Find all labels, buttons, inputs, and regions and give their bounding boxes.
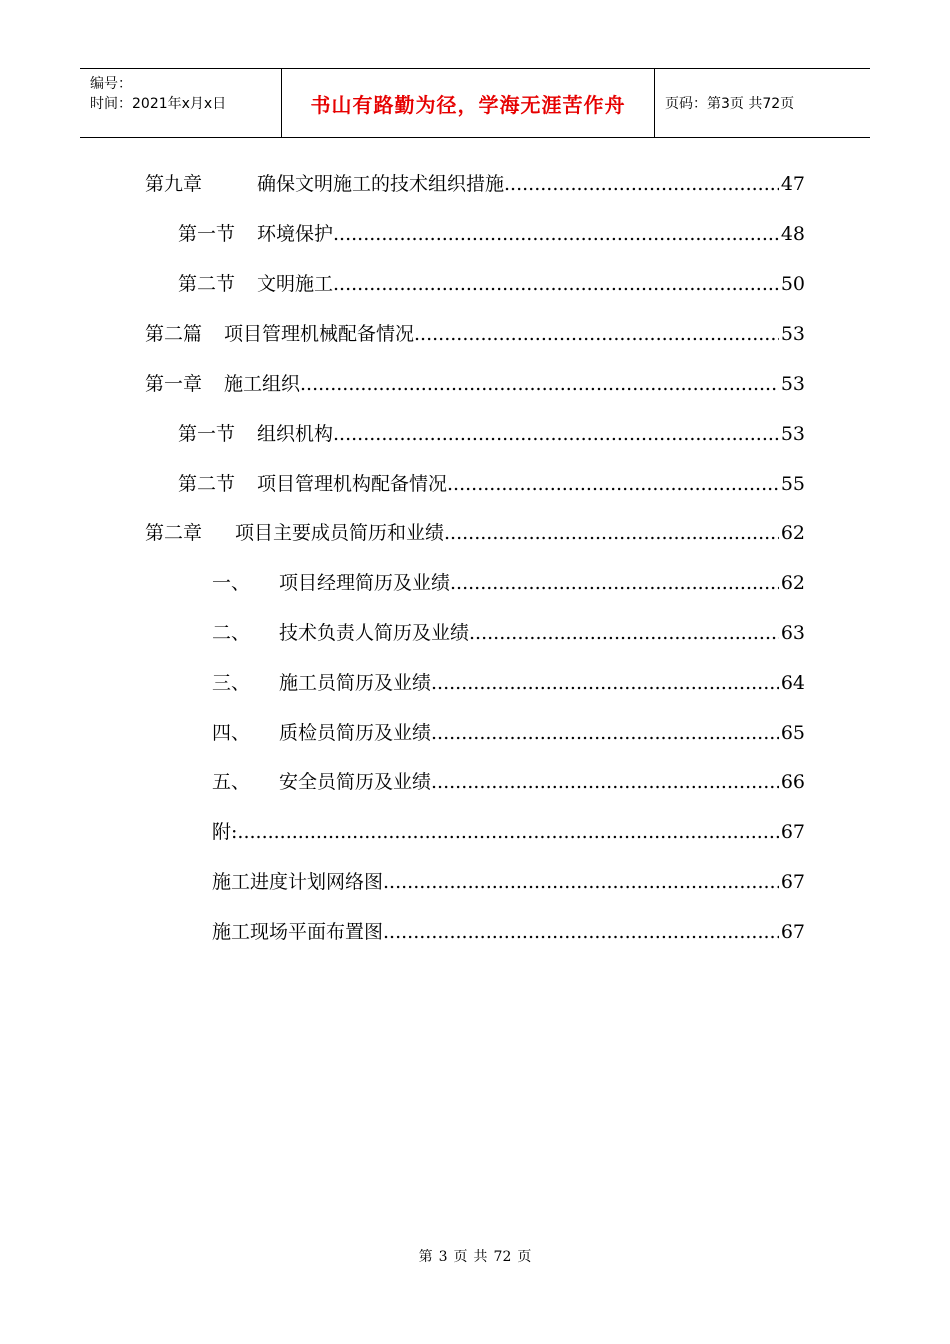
toc-leader-dots: [237, 818, 778, 846]
toc-entry-label: 第一章: [145, 373, 203, 395]
toc-entry-page: 47: [780, 173, 805, 195]
toc-entry-page: 67: [780, 821, 805, 843]
toc-entry-title: 质检员简历及业绩: [279, 722, 432, 744]
toc-leader-dots: [431, 719, 779, 747]
toc-entry-label: 第二节: [178, 273, 236, 295]
toc-entry[interactable]: [212, 619, 805, 647]
toc-entry-page: 48: [780, 223, 805, 245]
toc-entry[interactable]: [212, 768, 805, 796]
toc-entry-title: 技术负责人简历及业绩: [279, 622, 470, 644]
toc-entry-title: 施工组织: [224, 373, 301, 395]
toc-entry-title: 施工员简历及业绩: [279, 672, 432, 694]
toc-entry-label: 第二篇: [145, 323, 203, 345]
page-header: [80, 68, 870, 138]
toc-entry[interactable]: [212, 569, 805, 597]
toc-entry-page: 53: [780, 323, 805, 345]
toc-entry-title: 环境保护: [257, 223, 334, 245]
footer-total-prefix: 共: [473, 1249, 488, 1265]
toc-entry-page: 62: [780, 522, 805, 544]
toc-entry[interactable]: [212, 719, 805, 747]
header-motto-cell: [282, 69, 655, 137]
toc-entry-label: 二、: [212, 622, 251, 644]
toc-entry-title: 组织机构: [257, 423, 334, 445]
toc-leader-dots: [431, 768, 779, 796]
toc-entry-page: 53: [780, 423, 805, 445]
toc-leader-dots: [333, 270, 779, 298]
toc-leader-dots: [333, 420, 779, 448]
toc-entry-page: 67: [780, 921, 805, 943]
toc-leader-dots: [300, 370, 779, 398]
toc-entry-title: 项目经理简历及业绩: [279, 572, 451, 594]
toc-entry-title: 项目管理机械配备情况: [224, 323, 415, 345]
toc-entry-label: 三、: [212, 672, 251, 694]
toc-entry[interactable]: [178, 270, 805, 298]
toc-leader-dots: [414, 320, 779, 348]
toc-entry[interactable]: [145, 320, 805, 348]
toc-leader-dots: [504, 170, 779, 198]
toc-leader-dots: [383, 918, 779, 946]
toc-entry[interactable]: [178, 470, 805, 498]
toc-entry-label: 四、: [212, 722, 251, 744]
toc-entry-label: 第二章: [145, 522, 203, 544]
toc-leader-dots: [447, 470, 779, 498]
toc-entry-page: 55: [780, 473, 805, 495]
header-page-cell: [655, 69, 870, 137]
toc-entry[interactable]: [178, 220, 805, 248]
toc-entry[interactable]: [145, 170, 805, 198]
footer-total-unit: 页: [517, 1249, 532, 1265]
toc-entry-page: 65: [780, 722, 805, 744]
date-label: 时间：2021年x月x日: [90, 96, 227, 112]
footer-page-prefix: 第: [418, 1249, 433, 1265]
toc-entry-title: 文明施工: [257, 273, 334, 295]
toc-entry-label: 五、: [212, 771, 251, 793]
toc-entry[interactable]: [212, 818, 805, 846]
toc-leader-dots: [469, 619, 779, 647]
footer-page-unit: 页: [453, 1249, 468, 1265]
footer-page-number: 3: [438, 1249, 448, 1265]
toc-entry-page: 64: [780, 672, 805, 694]
toc-entry-title: 附:: [212, 821, 238, 843]
toc-entry-title: 安全员简历及业绩: [279, 771, 432, 793]
toc-entry-title: 施工现场平面布置图: [212, 921, 384, 943]
toc-entry-page: 53: [780, 373, 805, 395]
toc-leader-dots: [333, 220, 779, 248]
header-meta-cell: [80, 69, 282, 137]
toc-entry-title: 施工进度计划网络图: [212, 871, 384, 893]
toc-entry-label: 一、: [212, 572, 251, 594]
toc-leader-dots: [450, 569, 779, 597]
motto-text: 书山有路勤为径，学海无涯苦作舟: [310, 92, 626, 117]
toc-entry[interactable]: [212, 868, 805, 896]
toc-entry-page: 63: [780, 622, 805, 644]
serial-label: 编号：: [90, 76, 132, 92]
toc-entry-title: 项目主要成员简历和业绩: [235, 522, 445, 544]
toc-leader-dots: [444, 519, 779, 547]
toc-entry-title: 确保文明施工的技术组织措施: [257, 173, 505, 195]
toc-entry-label: 第二节: [178, 473, 236, 495]
toc-entry-page: 50: [780, 273, 805, 295]
page-info: 页码：第3页 共72页: [665, 96, 795, 112]
toc-leader-dots: [383, 868, 779, 896]
toc-leader-dots: [431, 669, 779, 697]
toc-entry[interactable]: [145, 519, 805, 547]
toc-entry-page: 66: [780, 771, 805, 793]
toc-entry[interactable]: [145, 370, 805, 398]
toc-entry[interactable]: [212, 918, 805, 946]
toc-entry[interactable]: [212, 669, 805, 697]
toc-entry-label: 第一节: [178, 223, 236, 245]
toc-entry[interactable]: [178, 420, 805, 448]
toc-entry-label: 第一节: [178, 423, 236, 445]
toc-entry-title: 项目管理机构配备情况: [257, 473, 448, 495]
page-footer: [0, 1246, 950, 1266]
toc-entry-page: 67: [780, 871, 805, 893]
toc-entry-page: 62: [780, 572, 805, 594]
footer-total-pages: 72: [493, 1249, 512, 1265]
toc-entry-label: 第九章: [145, 173, 203, 195]
